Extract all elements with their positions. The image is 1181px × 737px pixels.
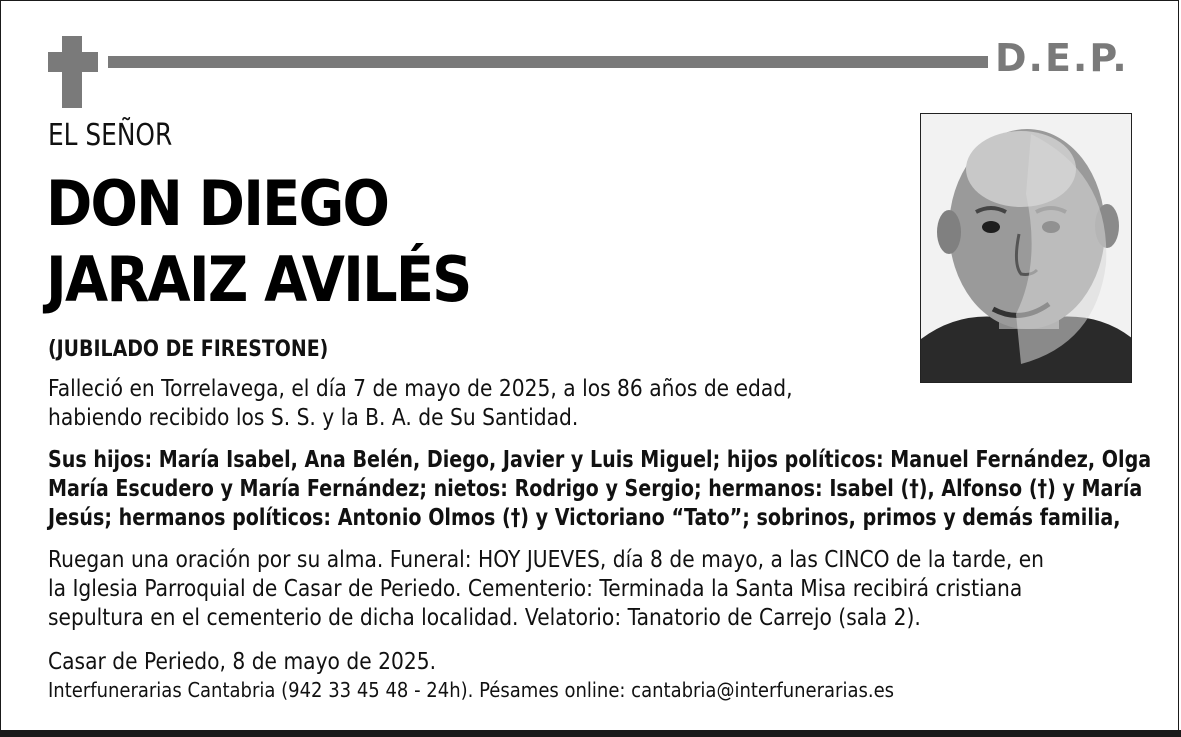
family-line-2: María Escudero y María Fernández; nietos: Rodrigo y Sergio; hermanos: Isabel (†), Alfonso (†) y María bbox=[48, 476, 1143, 502]
bottom-border bbox=[0, 730, 1181, 737]
cross-icon-horizontal bbox=[48, 52, 98, 72]
name-line-2: JARAIZ AVILÉS bbox=[46, 243, 471, 316]
occupation: (JUBILADO DE FIRESTONE) bbox=[48, 337, 329, 362]
family-line-1: Sus hijos: María Isabel, Ana Belén, Diego, Javier y Luis Miguel; hijos políticos: Manuel Fernández, Olga bbox=[48, 447, 1152, 473]
funeral-line-2: la Iglesia Parroquial de Casar de Periedo. Cementerio: Terminada la Santa Misa recibirá cristiana bbox=[48, 576, 1023, 602]
dep-label: D.E.P. bbox=[995, 36, 1129, 80]
cross-icon-vertical bbox=[62, 36, 82, 108]
header-rule bbox=[108, 56, 988, 68]
death-line-1: Falleció en Torrelavega, el día 7 de mayo de 2025, a los 86 años de edad, bbox=[48, 376, 793, 402]
deceased-name bbox=[46, 166, 471, 318]
funeral-line-3: sepultura en el cementerio de dicha localidad. Velatorio: Tanatorio de Carrejo (sala 2). bbox=[48, 605, 921, 631]
place-date: Casar de Periedo, 8 de mayo de 2025. bbox=[48, 649, 437, 675]
death-line-2: habiendo recibido los S. S. y la B. A. de Su Santidad. bbox=[48, 405, 579, 431]
title-prefix: EL SEÑOR bbox=[48, 118, 173, 153]
funeral-notice bbox=[48, 546, 1044, 633]
footer-contact: Interfunerarias Cantabria (942 33 45 48 - 24h). Pésames online: cantabria@interfunerarias.es bbox=[48, 678, 895, 702]
portrait-image bbox=[921, 114, 1132, 383]
death-notice bbox=[48, 375, 793, 433]
funeral-line-1: Ruegan una oración por su alma. Funeral: HOY JUEVES, día 8 de mayo, a las CINCO de la tarde, en bbox=[48, 547, 1044, 573]
name-line-1: DON DIEGO bbox=[46, 167, 389, 240]
family-notice bbox=[48, 446, 1151, 533]
portrait-photo bbox=[920, 113, 1132, 383]
family-line-3: Jesús; hermanos políticos: Antonio Olmos (†) y Victoriano “Tato”; sobrinos, primos y demás familia, bbox=[48, 505, 1121, 531]
